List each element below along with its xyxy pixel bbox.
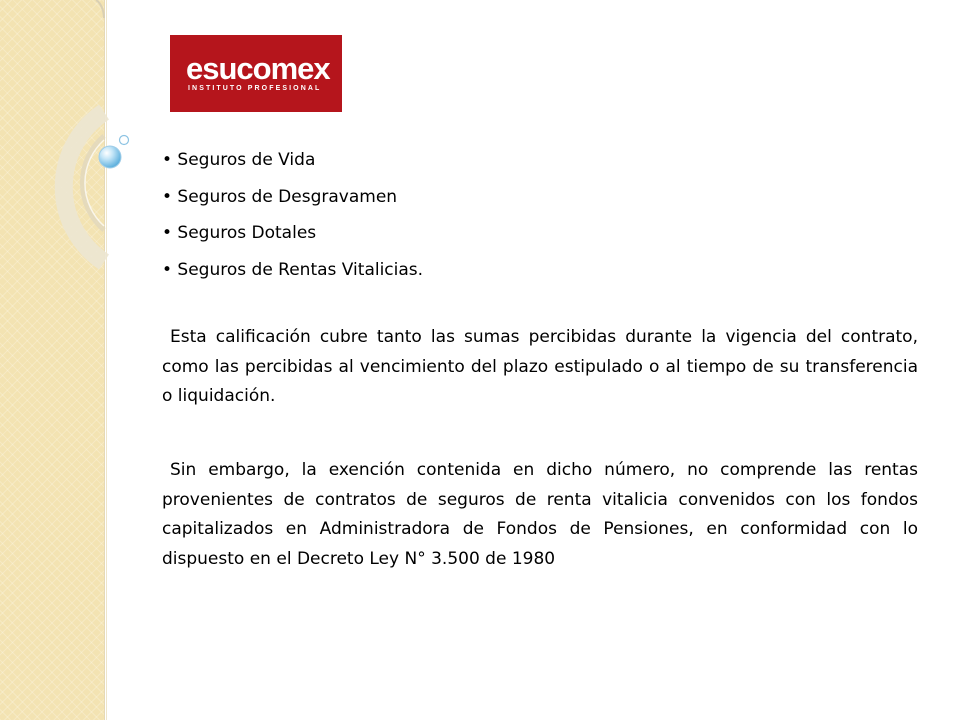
list-item: • Seguros de Desgravamen (162, 186, 398, 207)
insurance-types-list (162, 142, 423, 288)
small-ring-icon (120, 136, 129, 145)
list-item: • Seguros de Rentas Vitalicias. (162, 259, 424, 280)
list-item: • Seguros de Vida (162, 150, 316, 170)
blue-orb-icon (99, 146, 121, 168)
logo-tagline: INSTITUTO PROFESIONAL (188, 85, 322, 92)
esucomex-logo (170, 35, 342, 112)
list-item: • Seguros Dotales (162, 223, 317, 243)
coverage-paragraph: Esta calificación cubre tanto las sumas percibidas durante la vigencia del contrato, como las percibidas al vencimiento del plazo estipulado o al tiempo de su transferencia o liquidación. (162, 327, 918, 406)
decor-top-arc (96, 0, 104, 18)
logo-wordmark: esucomex (186, 51, 330, 86)
exemption-paragraph: Sin embargo, la exención contenida en dicho número, no comprende las rentas provenientes de contratos de seguros de renta vitalicia convenidos con los fondos capitalizados en Administradora de Fondos de Pensiones, en conformidad con lo dispuesto en el Decreto Ley N° 3.500 de 1980 (162, 460, 918, 569)
